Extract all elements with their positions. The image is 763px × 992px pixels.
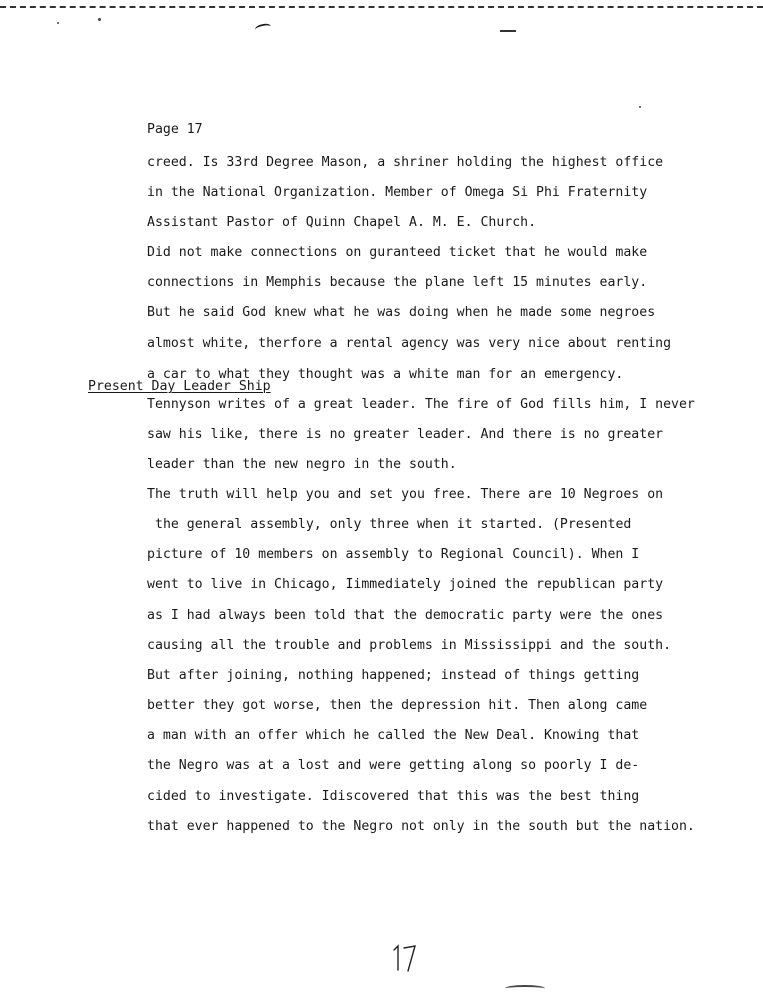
text-line: causing all the trouble and problems in Mississippi and the south. xyxy=(147,638,672,653)
section-heading: Present Day Leader Ship xyxy=(88,379,271,394)
text-line: almost white, therfore a rental agency was very nice about renting xyxy=(147,336,672,351)
text-line: went to live in Chicago, Iimmediately joined the republican party xyxy=(147,577,664,592)
text-line: the Negro was at a lost and were getting along so poorly I de- xyxy=(147,758,640,773)
text-line: that ever happened to the Negro not only in the south but the nation. xyxy=(147,819,695,834)
handwritten-page-number xyxy=(388,938,418,978)
text-line: Tennyson writes of a great leader. The fire of God fills him, I never xyxy=(147,397,695,412)
text-line: saw his like, there is no greater leader. And there is no greater xyxy=(147,427,664,442)
pen-mark xyxy=(505,985,545,992)
scan-speck xyxy=(98,18,101,21)
text-line: a man with an offer which he called the New Deal. Knowing that xyxy=(147,728,640,743)
top-border-rule xyxy=(0,6,763,8)
scan-speck xyxy=(57,22,59,24)
text-line: Assistant Pastor of Quinn Chapel A. M. E. Church. xyxy=(147,215,537,230)
text-line: The truth will help you and set you free. There are 10 Negroes on xyxy=(147,487,664,502)
pen-mark xyxy=(254,22,271,33)
pen-mark xyxy=(500,30,516,35)
text-line: better they got worse, then the depression hit. Then along came xyxy=(147,698,648,713)
text-line: the general assembly, only three when it started. (Presented xyxy=(155,517,632,532)
text-line: a car to what they thought was a white man for an emergency. xyxy=(147,367,624,382)
page-label: Page 17 xyxy=(147,122,203,137)
text-line: picture of 10 members on assembly to Regional Council). When I xyxy=(147,547,640,562)
text-line: creed. Is 33rd Degree Mason, a shriner holding the highest office xyxy=(147,155,664,170)
text-line: cided to investigate. Idiscovered that this was the best thing xyxy=(147,789,640,804)
text-line: in the National Organization. Member of Omega Si Phi Fraternity xyxy=(147,185,648,200)
text-line: But he said God knew what he was doing when he made some negroes xyxy=(147,305,656,320)
text-line: Did not make connections on guranteed ticket that he would make xyxy=(147,245,648,260)
scan-speck xyxy=(639,106,641,108)
text-line: But after joining, nothing happened; instead of things getting xyxy=(147,668,640,683)
text-line: leader than the new negro in the south. xyxy=(147,457,457,472)
text-line: as I had always been told that the democratic party were the ones xyxy=(147,608,664,623)
text-line: connections in Memphis because the plane left 15 minutes early. xyxy=(147,275,648,290)
